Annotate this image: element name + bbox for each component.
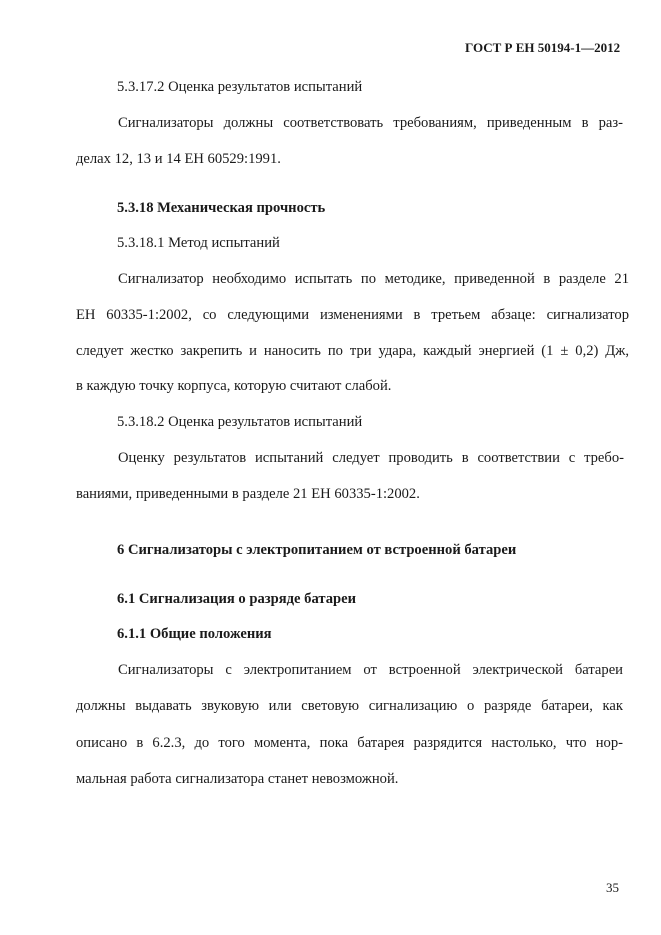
paragraph-line: следует жестко закрепить и наносить по три удара, каждый энергией (1 ± 0,2) Дж, xyxy=(76,343,629,359)
paragraph-line: делах 12, 13 и 14 ЕН 60529:1991. xyxy=(76,151,281,167)
paragraph-line: описано в 6.2.3, до того момента, пока батарея разрядится настолько, что нор- xyxy=(76,735,623,751)
section-heading: 5.3.18.1 Метод испытаний xyxy=(117,235,280,251)
paragraph-line: Сигнализатор необходимо испытать по методике, приведенной в разделе 21 xyxy=(118,271,629,287)
paragraph-line: Сигнализаторы с электропитанием от встроенной электрической батареи xyxy=(118,662,623,678)
document-standard-header: ГОСТ Р ЕН 50194-1—2012 xyxy=(465,40,621,55)
section-heading: 5.3.18.2 Оценка результатов испытаний xyxy=(117,414,363,430)
paragraph-line: ЕН 60335-1:2002, со следующими изменениями в третьем абзаце: сигнализатор xyxy=(76,307,629,323)
section-heading: 6.1.1 Общие положения xyxy=(117,626,272,642)
section-heading: 5.3.17.2 Оценка результатов испытаний xyxy=(117,79,363,95)
section-heading: 6.1 Сигнализация о разряде батареи xyxy=(117,591,357,607)
section-heading: 6 Сигнализаторы с электропитанием от встроенной батареи xyxy=(117,542,517,558)
paragraph-line: должны выдавать звуковую или световую сигнализацию о разряде батареи, как xyxy=(76,698,623,714)
paragraph-line: Сигнализаторы должны соответствовать требованиям, приведенным в раз- xyxy=(118,115,623,131)
paragraph-line: Оценку результатов испытаний следует проводить в соответствии с требо- xyxy=(118,450,624,466)
paragraph-line: ваниями, приведенными в разделе 21 ЕН 60335-1:2002. xyxy=(76,486,420,502)
paragraph-line: мальная работа сигнализатора станет невозможной. xyxy=(76,771,399,787)
page-number: 35 xyxy=(606,880,619,895)
paragraph-line: в каждую точку корпуса, которую считают слабой. xyxy=(76,378,392,394)
section-heading: 5.3.18 Механическая прочность xyxy=(117,200,326,216)
